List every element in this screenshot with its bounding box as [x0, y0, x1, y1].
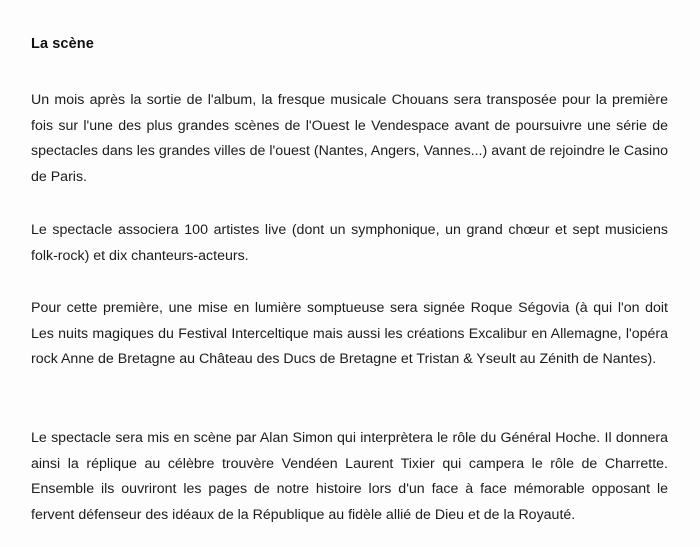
paragraph-3: Pour cette première, une mise en lumière somptueuse sera signée Roque Ségovia (à qui l'on doit Les nuits magiques du Festival Interceltique mais aussi les créations Excalibur en Allemagne, l'opéra rock Anne de Bretagne au Château des Ducs de Bretagne et Tristan & Yseult au Zénith de Nantes). [31, 300, 668, 368]
paragraph-1: Un mois après la sortie de l'album, la fresque musicale Chouans sera transposée pour la première fois sur l'une des plus grandes scènes de l'Ouest le Vendespace avant de poursuivre une série de spectacles dans les grandes villes de l'ouest (Nantes, Angers, Vannes...) avant de rejoindre le Casino de Paris. [31, 92, 668, 185]
paragraph-4: Le spectacle sera mis en scène par Alan Simon qui interprètera le rôle du Général Hoche. Il donnera ainsi la réplique au célèbre trouvère Vendéen Laurent Tixier qui campera le rôle de Charrette. Ensemble ils ouvriront les pages de notre histoire lors d'un face à face mémorable opposant le fervent défenseur des idéaux de la République au fidèle allié de Dieu et de la Royauté. [31, 430, 668, 523]
paragraph-2: Le spectacle associera 100 artistes live (dont un symphonique, un grand chœur et sept musiciens folk-rock) et dix chanteurs-acteurs. [31, 222, 668, 264]
section-heading: La scène [31, 36, 94, 52]
